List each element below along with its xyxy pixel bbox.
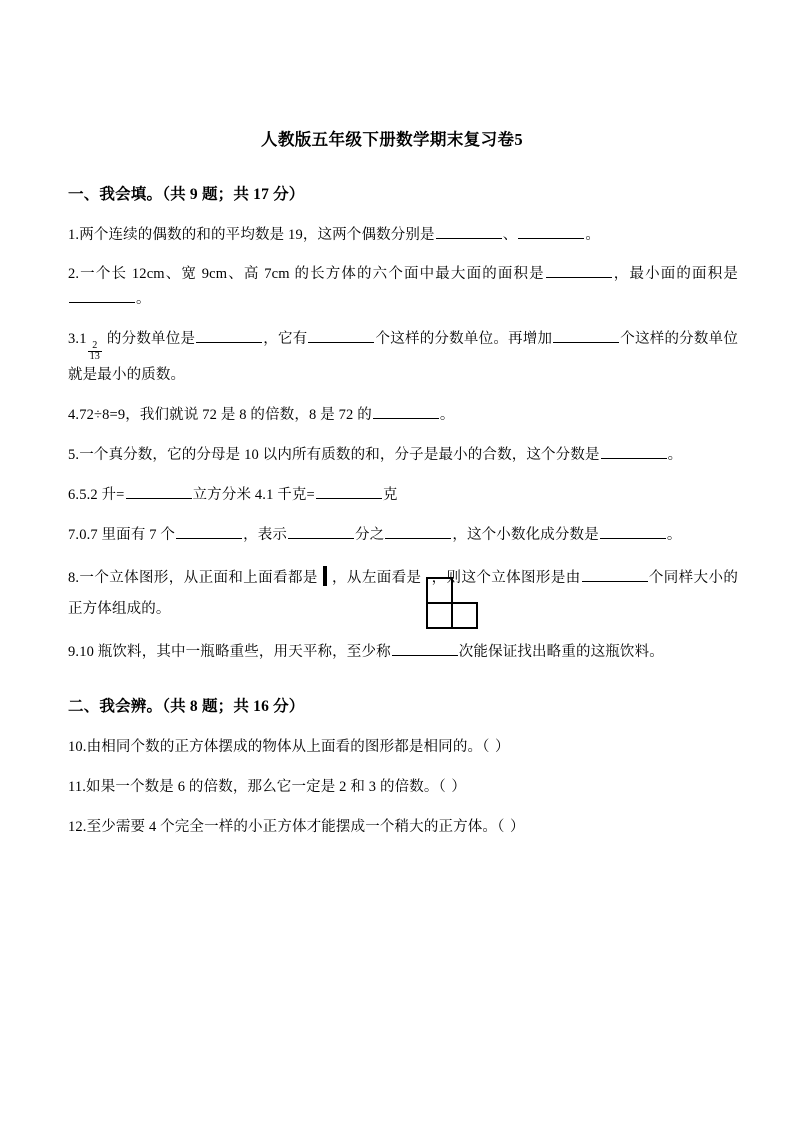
answer-blank[interactable] bbox=[392, 641, 458, 657]
question-11 bbox=[68, 775, 738, 800]
mixed-fraction bbox=[88, 341, 102, 364]
question-5-number: 5. bbox=[68, 447, 80, 464]
question-3-text-b: ，它有 bbox=[263, 331, 308, 348]
answer-blank[interactable] bbox=[316, 483, 382, 499]
question-3-whole-number: 1 bbox=[79, 331, 87, 348]
question-4-number: 4. bbox=[68, 407, 80, 424]
question-7-text-b: ，表示 bbox=[243, 526, 288, 543]
question-5-text-a: 一个真分数，它的分母是 10 以内所有质数的和，分子是最小的合数，这个分数是 bbox=[79, 447, 600, 464]
fraction-denominator: 13 bbox=[89, 351, 101, 363]
question-6-number: 6. bbox=[68, 486, 80, 503]
question-6-text-b: 立方分米 4.1 千克= bbox=[192, 486, 315, 503]
question-7-text-a: 0.7 里面有 7 个 bbox=[79, 526, 176, 543]
question-1-text-a: 两个连续的偶数的和的平均数是 19，这两个偶数分别是 bbox=[79, 226, 435, 243]
question-1-text-b: 、 bbox=[502, 226, 518, 243]
question-5-text-b: 。 bbox=[667, 447, 683, 464]
answer-blank[interactable] bbox=[176, 523, 242, 539]
answer-blank[interactable] bbox=[518, 223, 584, 239]
question-3-text-c: 个这样的分数单位。再增加 bbox=[375, 331, 553, 348]
question-8 bbox=[68, 563, 738, 625]
question-12-number: 12. bbox=[68, 818, 87, 835]
question-3-text-d: 个这样的分数单位就是最小的质数。 bbox=[68, 331, 738, 384]
fraction-numerator: 2 bbox=[92, 339, 98, 351]
question-4-text-b: 。 bbox=[439, 407, 455, 424]
question-12-text: 至少需要 4 个完全一样的小正方体才能摆成一个稍大的正方体。 bbox=[86, 818, 498, 835]
question-10-number: 10. bbox=[68, 738, 87, 755]
answer-blank[interactable] bbox=[582, 566, 648, 582]
question-9-text-b: 次能保证找出略重的这瓶饮料。 bbox=[458, 644, 664, 661]
question-2-text-b: ，最小面的面积是 bbox=[612, 266, 738, 283]
question-2-text-a: 一个长 12cm、宽 9cm、高 7cm 的长方体的六个面中最大面的面积是 bbox=[79, 266, 545, 283]
question-6-text-c: 克 bbox=[382, 486, 398, 503]
question-8-text-d: 个同样大小的正方体组成的。 bbox=[68, 569, 739, 618]
question-4 bbox=[68, 403, 738, 428]
answer-parenthesis[interactable]: （ ） bbox=[438, 778, 467, 795]
answer-blank[interactable] bbox=[308, 328, 374, 344]
page-title: 人教版五年级下册数学期末复习卷5 bbox=[260, 130, 524, 149]
question-5 bbox=[68, 443, 738, 468]
answer-blank[interactable] bbox=[126, 483, 192, 499]
question-11-number: 11. bbox=[68, 778, 87, 795]
question-10-text: 由相同个数的正方体摆成的物体从上面看的图形都是相同的。 bbox=[86, 738, 483, 755]
question-7 bbox=[68, 523, 738, 548]
question-7-text-c: 分之 bbox=[355, 526, 385, 543]
question-6 bbox=[68, 483, 738, 508]
question-2-number: 2. bbox=[68, 266, 80, 283]
question-8-text-a: 一个立体图形，从正面和上面看都是 bbox=[79, 569, 318, 586]
answer-blank[interactable] bbox=[373, 404, 439, 420]
answer-blank[interactable] bbox=[196, 328, 262, 344]
question-1 bbox=[68, 223, 738, 248]
question-7-number: 7. bbox=[68, 526, 80, 543]
square-2x2-grid-icon bbox=[323, 563, 327, 594]
question-2-text-c: 。 bbox=[136, 291, 151, 308]
answer-blank[interactable] bbox=[546, 263, 612, 279]
answer-blank[interactable] bbox=[601, 444, 667, 460]
question-12 bbox=[68, 815, 738, 840]
section-heading-1: 一、我会填。（共 9 题；共 17 分） bbox=[68, 185, 305, 203]
question-1-text-c: 。 bbox=[585, 226, 601, 243]
question-6-text-a: 5.2 升= bbox=[79, 486, 125, 503]
question-9-number: 9. bbox=[68, 644, 80, 661]
question-9-text-a: 10 瓶饮料，其中一瓶略重些，用天平称，至少称 bbox=[79, 644, 391, 661]
question-7-text-e: 。 bbox=[666, 526, 682, 543]
answer-blank[interactable] bbox=[69, 288, 135, 304]
question-3-number: 3. bbox=[68, 331, 80, 348]
section-heading-2: 二、我会辨。（共 8 题；共 16 分） bbox=[68, 698, 305, 716]
question-11-text: 如果一个数是 6 的倍数，那么它一定是 2 和 3 的倍数。 bbox=[86, 778, 439, 795]
question-3 bbox=[68, 327, 738, 388]
answer-blank[interactable] bbox=[385, 523, 451, 539]
answer-blank[interactable] bbox=[288, 523, 354, 539]
question-8-text-b: ，从左面看是 bbox=[331, 569, 422, 586]
question-4-text-a: 72÷8=9，我们就说 72 是 8 的倍数，8 是 72 的 bbox=[79, 407, 372, 424]
question-8-text-c: ，则这个立体图形是由 bbox=[431, 569, 581, 586]
question-3-text-a: 的分数单位是 bbox=[103, 331, 196, 348]
question-9 bbox=[68, 640, 738, 665]
question-8-number: 8. bbox=[68, 569, 80, 586]
question-2 bbox=[68, 262, 738, 312]
answer-blank[interactable] bbox=[600, 523, 666, 539]
answer-parenthesis[interactable]: （ ） bbox=[482, 738, 511, 755]
question-10 bbox=[68, 735, 738, 760]
question-1-number: 1. bbox=[68, 226, 80, 243]
answer-parenthesis[interactable]: （ ） bbox=[497, 818, 526, 835]
question-7-text-d: ，这个小数化成分数是 bbox=[452, 526, 599, 543]
answer-blank[interactable] bbox=[553, 328, 619, 344]
answer-blank[interactable] bbox=[436, 223, 502, 239]
